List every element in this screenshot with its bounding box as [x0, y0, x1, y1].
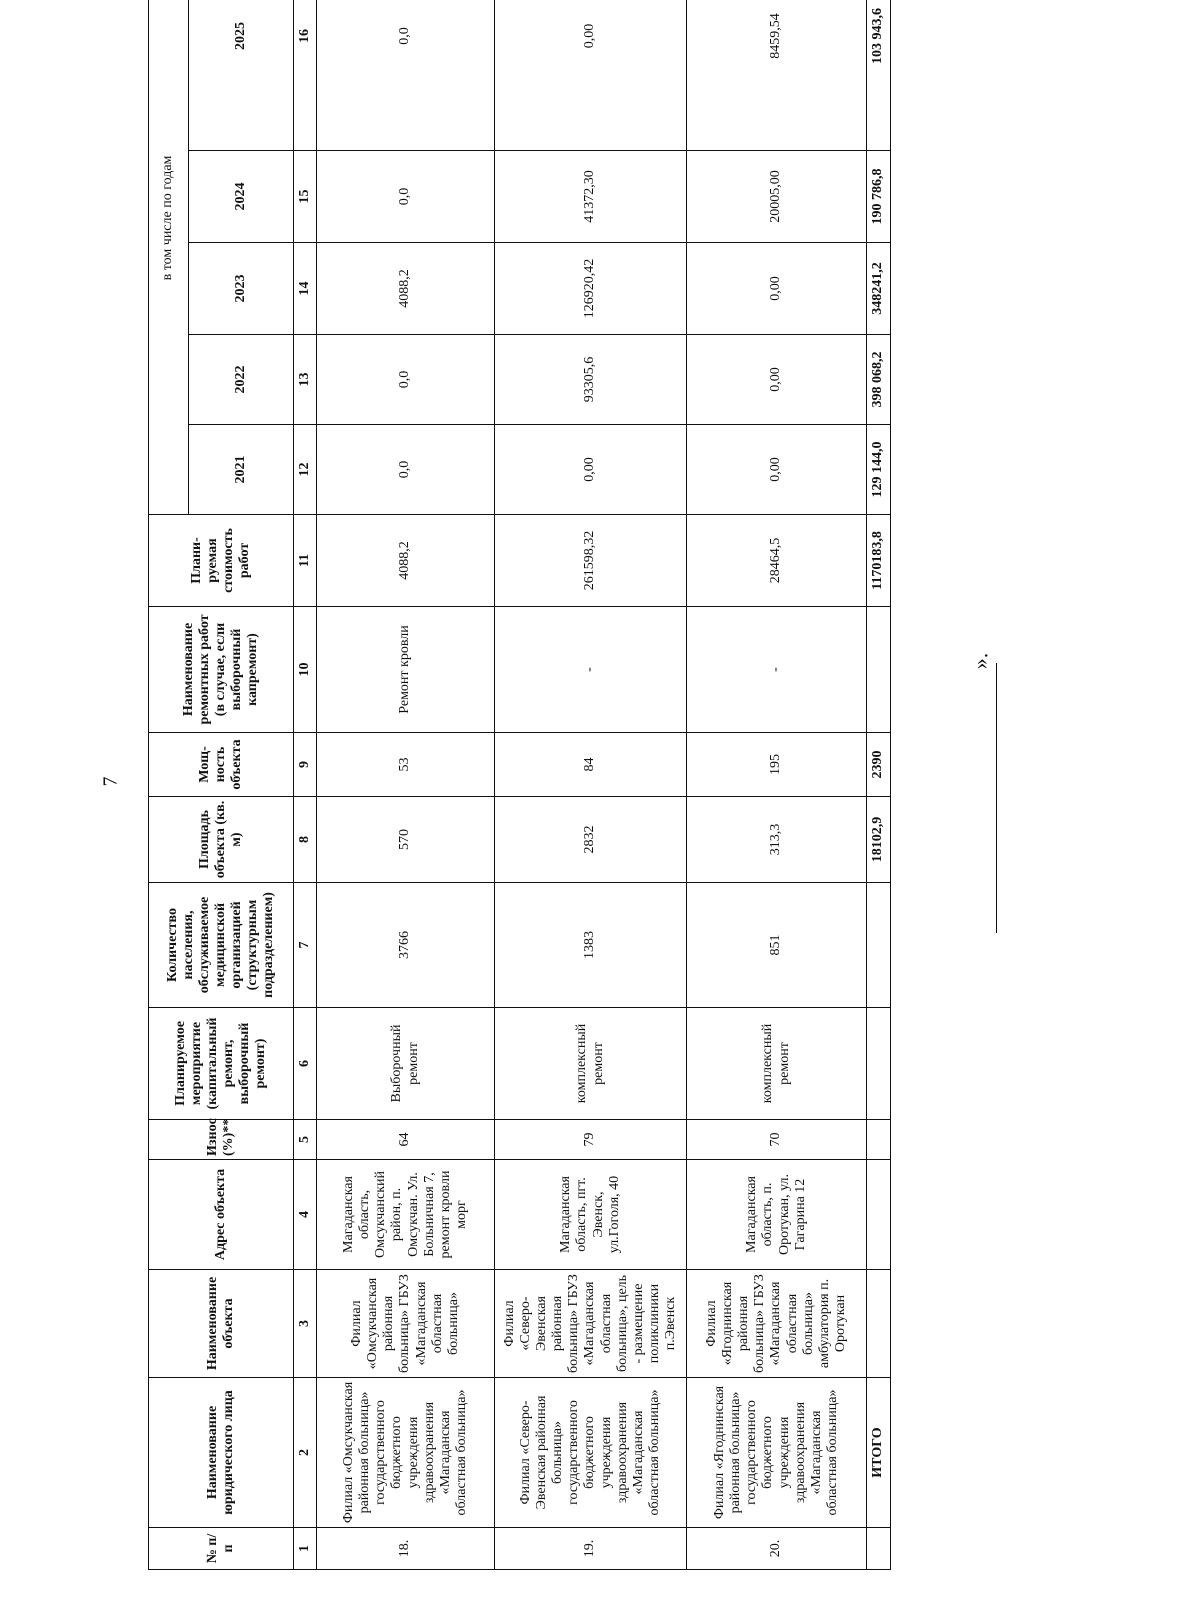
- header-object: Наименование объекта: [149, 1270, 294, 1378]
- total-cost: 1170183,8: [867, 515, 891, 607]
- row-population: 3766: [317, 883, 495, 1008]
- col-num: 11: [294, 515, 317, 607]
- end-signature-line: [996, 663, 997, 933]
- row-num: 20.: [687, 1528, 867, 1570]
- row-measure: комплексный ремонт: [495, 1008, 687, 1120]
- row-area: 570: [317, 797, 495, 883]
- row-2021: 0,00: [687, 425, 867, 515]
- total-2021: 129 144,0: [867, 425, 891, 515]
- row-address: Магаданская область, Омсукчанский район, п. Омсукчан. Ул. Больничная 7, ремонт кровли морг: [317, 1160, 495, 1270]
- header-address: Адрес объекта: [149, 1160, 294, 1270]
- header-wear: Износ (%)**: [149, 1120, 294, 1160]
- col-num: 15: [294, 151, 317, 243]
- header-year-2023: 2023: [189, 243, 294, 335]
- total-empty: [867, 1270, 891, 1378]
- total-num: [867, 1528, 891, 1570]
- row-area: 2832: [495, 797, 687, 883]
- col-num: 5: [294, 1120, 317, 1160]
- row-num: 19.: [495, 1528, 687, 1570]
- table-row: [317, 0, 495, 1570]
- col-num: 16: [294, 0, 317, 151]
- row-2024: 20005,00: [687, 151, 867, 243]
- col-num: 10: [294, 607, 317, 733]
- table-row: [687, 0, 867, 1570]
- col-num: 7: [294, 883, 317, 1008]
- row-wear: 70: [687, 1120, 867, 1160]
- header-capacity: Мощ-ность объекта: [149, 733, 294, 797]
- row-2021: 0,0: [317, 425, 495, 515]
- col-num: 1: [294, 1528, 317, 1570]
- row-measure: Выборочный ремонт: [317, 1008, 495, 1120]
- total-empty: [867, 1008, 891, 1120]
- row-object: Филиал «Ягоднинская районная больница» ГБУЗ «Магаданская областная больница» амбулатория п. Оротукан: [687, 1270, 867, 1378]
- page-number: 7: [99, 776, 122, 787]
- col-num: 3: [294, 1270, 317, 1378]
- repair-plan-table: [148, 0, 891, 1570]
- header-year-2025: 2025: [189, 0, 294, 151]
- total-empty: [867, 1120, 891, 1160]
- column-number-row: [294, 0, 317, 1570]
- rotated-table-wrapper: [148, 7, 888, 1570]
- col-num: 13: [294, 335, 317, 425]
- end-mark: ».: [967, 652, 993, 670]
- total-label: ИТОГО: [867, 1378, 891, 1528]
- header-years-group: в том числе по годам: [149, 0, 189, 515]
- row-2023: 4088,2: [317, 243, 495, 335]
- row-2024: 0,0: [317, 151, 495, 243]
- total-2022: 398 068,2: [867, 335, 891, 425]
- row-works: -: [687, 607, 867, 733]
- row-capacity: 53: [317, 733, 495, 797]
- total-area: 18102,9: [867, 797, 891, 883]
- header-cost: Плани-руемая стоимость работ: [149, 515, 294, 607]
- col-num: 6: [294, 1008, 317, 1120]
- total-2024: 190 786,8: [867, 151, 891, 243]
- row-capacity: 84: [495, 733, 687, 797]
- header-year-2022: 2022: [189, 335, 294, 425]
- row-population: 851: [687, 883, 867, 1008]
- col-num: 14: [294, 243, 317, 335]
- header-year-2024: 2024: [189, 151, 294, 243]
- total-2023: 348241,2: [867, 243, 891, 335]
- row-population: 1383: [495, 883, 687, 1008]
- header-row-1: [149, 0, 189, 1570]
- row-2023: 0,00: [687, 243, 867, 335]
- row-legal-entity: Филиал «Северо-Эвенская районная больница» государственного бюджетного учреждения здравоохранения «Магаданская областная больница»: [495, 1378, 687, 1528]
- header-year-2021: 2021: [189, 425, 294, 515]
- header-measure: Планируемое мероприятие (капитальный ремонт, выборочный ремонт): [149, 1008, 294, 1120]
- row-2022: 0,0: [317, 335, 495, 425]
- row-works: -: [495, 607, 687, 733]
- col-num: 4: [294, 1160, 317, 1270]
- col-num: 8: [294, 797, 317, 883]
- total-2025: 103 943,6: [867, 0, 891, 151]
- row-2022: 93305,6: [495, 335, 687, 425]
- row-2024: 41372,30: [495, 151, 687, 243]
- row-area: 313,3: [687, 797, 867, 883]
- row-legal-entity: Филиал «Ягоднинская районная больница» государственного бюджетного учреждения здравоохранения «Магаданская областная больница»: [687, 1378, 867, 1528]
- total-empty: [867, 607, 891, 733]
- row-2025: 0,0: [317, 0, 495, 151]
- row-cost: 261598,32: [495, 515, 687, 607]
- row-2025: 8459,54: [687, 0, 867, 151]
- row-address: Магаданская область, пгт. Эвенск, ул.Гоголя, 40: [495, 1160, 687, 1270]
- col-num: 9: [294, 733, 317, 797]
- header-legal-entity: Наименование юридического лица: [149, 1378, 294, 1528]
- row-2022: 0,00: [687, 335, 867, 425]
- header-works: Наименование ремонтных работ (в случае, если выборочный капремонт): [149, 607, 294, 733]
- header-area: Площадь объекта (кв. м): [149, 797, 294, 883]
- row-wear: 64: [317, 1120, 495, 1160]
- col-num: 2: [294, 1378, 317, 1528]
- total-empty: [867, 883, 891, 1008]
- row-cost: 28464,5: [687, 515, 867, 607]
- row-num: 18.: [317, 1528, 495, 1570]
- row-legal-entity: Филиал «Омсукчанская районная больница» государственного бюджетного учреждения здравоохранения «Магаданская областная больница»: [317, 1378, 495, 1528]
- row-2025: 0,00: [495, 0, 687, 151]
- row-object: Филиал «Омсукчанская районная больница» ГБУЗ «Магаданская областная больница»: [317, 1270, 495, 1378]
- row-object: Филиал «Северо-Эвенская районная больница» ГБУЗ «Магаданская областная больница», цель - размещение поликлиники п.Эвенск: [495, 1270, 687, 1378]
- row-capacity: 195: [687, 733, 867, 797]
- header-num: № п/п: [149, 1528, 294, 1570]
- row-2023: 126920,42: [495, 243, 687, 335]
- row-works: Ремонт кровли: [317, 607, 495, 733]
- table-row: [495, 0, 687, 1570]
- row-2021: 0,00: [495, 425, 687, 515]
- row-cost: 4088,2: [317, 515, 495, 607]
- row-address: Магаданская область, п. Оротукан, ул. Гагарина 12: [687, 1160, 867, 1270]
- col-num: 12: [294, 425, 317, 515]
- total-empty: [867, 1160, 891, 1270]
- row-wear: 79: [495, 1120, 687, 1160]
- total-row: [867, 0, 891, 1570]
- total-capacity: 2390: [867, 733, 891, 797]
- row-measure: комплексный ремонт: [687, 1008, 867, 1120]
- header-population: Количество населения, обслуживаемое медицинской организацией (структурным подразделением): [149, 883, 294, 1008]
